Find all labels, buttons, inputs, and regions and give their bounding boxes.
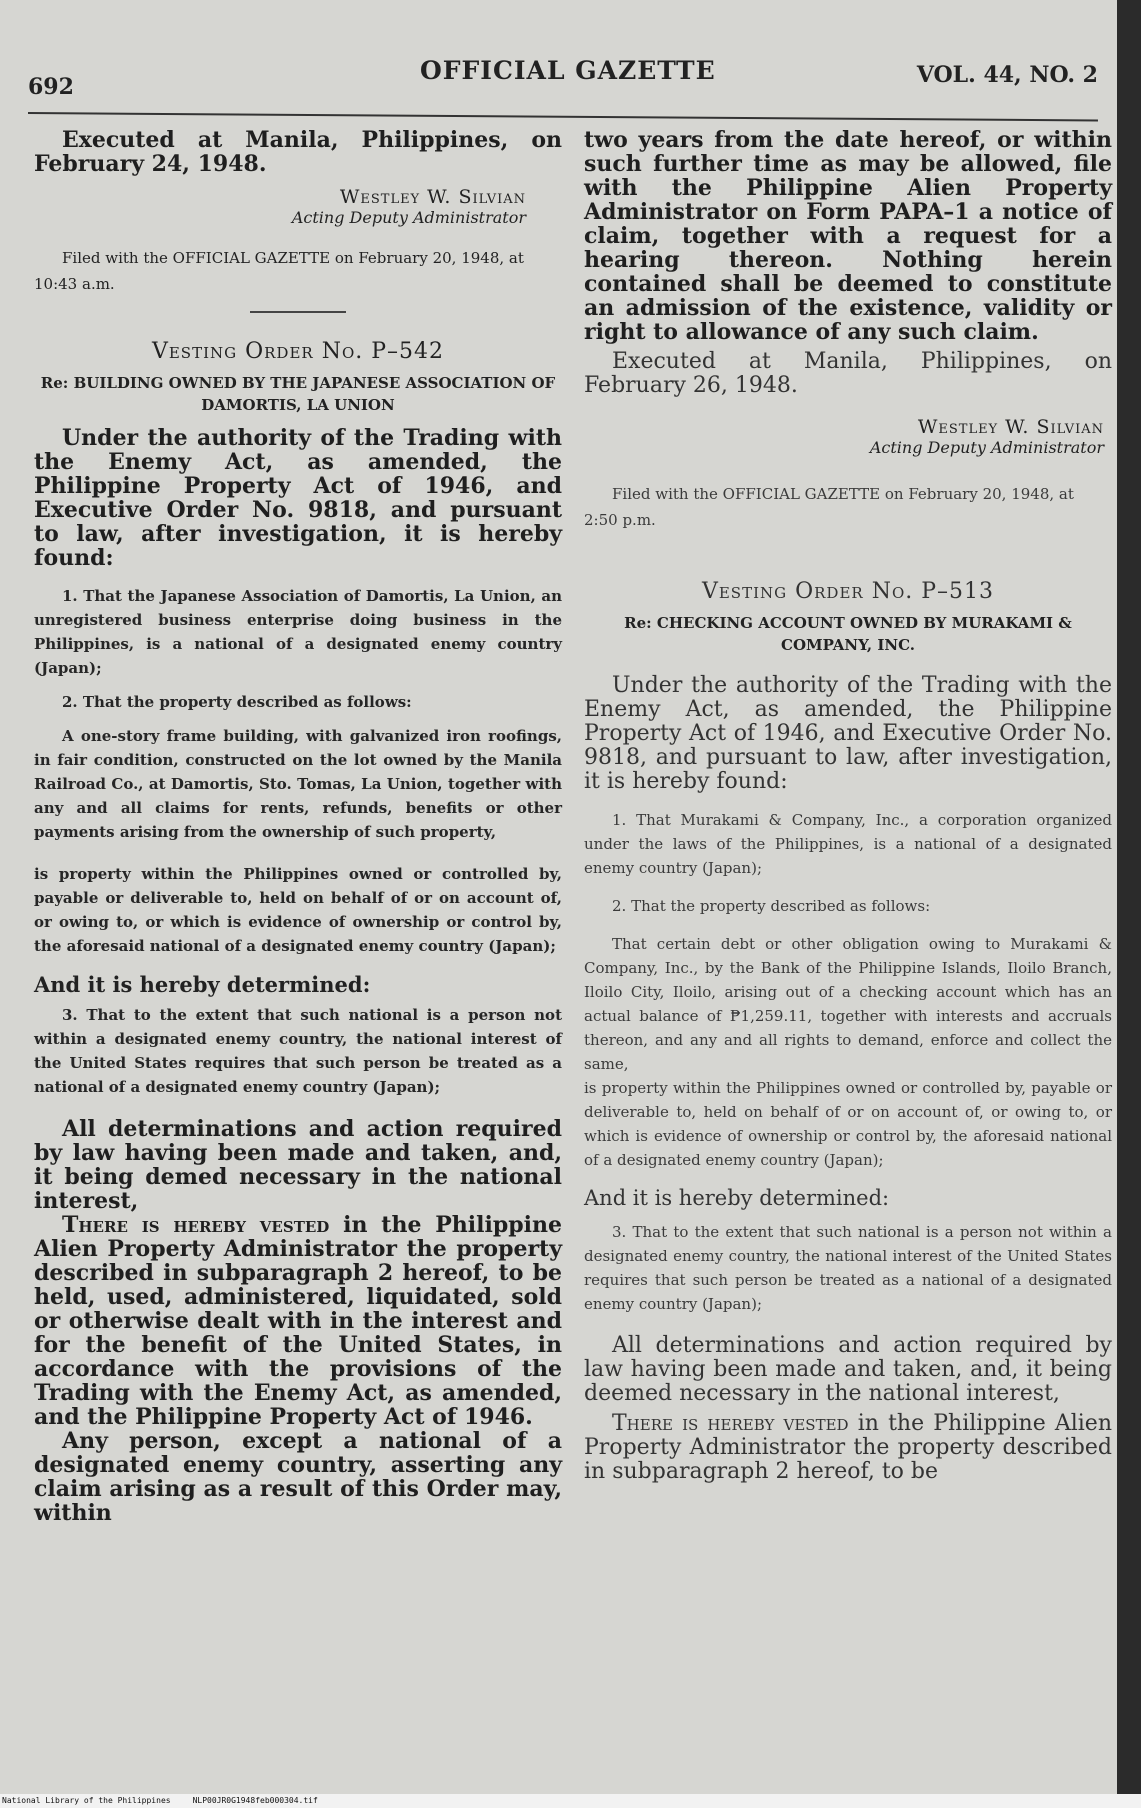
execution-line: Executed at Manila, Philippines, on February 24, 1948.: [34, 127, 562, 177]
volume-label: VOL. 44, NO. 2: [916, 62, 1098, 88]
header-rule: [28, 112, 1098, 121]
order-subject: Re: BUILDING OWNED BY THE JAPANESE ASSOCIATION OF DAMORTIS, LA UNION: [40, 374, 556, 414]
property-status: is property within the Philippines owned or controlled by, payable or deliverable to, held on behalf of or on account of, or owing to, or which is evidence of ownership or control by, the aforesaid national of a designated enemy country (Japan);: [34, 865, 562, 955]
filed-note: Filed with the OFFICIAL GAZETTE on February 20, 1948, at 2:50 p.m.: [584, 485, 1074, 529]
publication-title: OFFICIAL GAZETTE: [420, 56, 716, 85]
page-number: 692: [28, 74, 74, 100]
property-status: is property within the Philippines owned or controlled by, payable or deliverable to, held on behalf of or on account of, or owing to, or which is evidence of ownership or control by, the aforesaid national of a designated enemy country (Japan);: [584, 1079, 1112, 1169]
finding-2: 2. That the property described as follows:: [612, 897, 931, 915]
vesting-paragraph: [584, 1412, 1112, 1484]
signer-title: Acting Deputy Administrator: [291, 208, 526, 227]
signer-title: Acting Deputy Administrator: [869, 438, 1104, 457]
vesting-text: in the Philippine Alien Property Administrator the property described in subparagraph 2 hereof, to be held, used, administered, liquidated, sold or otherwise dealt with in the interest and for the benefit of the United States, in accordance with the provisions of the Trading with the Enemy Act, as amended, and the Philippine Property Act of 1946.: [34, 1212, 562, 1430]
left-column: [34, 128, 562, 1525]
signer-name: Westley W. Silvian: [917, 416, 1104, 438]
determinations-paragraph: All determinations and action required by law having been made and taken, and, it being demed necessary in the national interest,: [34, 1116, 562, 1214]
finding-1: 1. That Murakami & Company, Inc., a corporation organized under the laws of the Philippines, is a national of a designated enemy country (Japan);: [584, 811, 1112, 877]
claim-continuation: two years from the date hereof, or within such further time as may be allowed, file with the Philippine Alien Property Administrator on Form PAPA–1 a notice of claim, together with a request for a hearing thereon. Nothing herein contained shall be deemed to constitute an admission of the existence, validity or right to allowance of any such claim.: [584, 127, 1112, 345]
finding-3: 3. That to the extent that such national is a person not within a designated enemy country, the national interest of the United States requires that such person be treated as a national of a designated enemy country (Japan);: [584, 1223, 1112, 1313]
library-credit: National Library of the Philippines: [2, 1796, 171, 1805]
vesting-lead: There is hereby vested: [612, 1411, 849, 1436]
determinations-paragraph: All determinations and action required by law having been made and taken, and, it being deemed necessary in the national interest,: [584, 1333, 1112, 1406]
signer-name: Westley W. Silvian: [339, 186, 526, 208]
scan-footer: [0, 1794, 1141, 1808]
vesting-text: in the Philippine Alien Property Administrator the property described in subparagraph 2 hereof, to be: [584, 1411, 1113, 1484]
property-description: A one-story frame building, with galvanized iron roofings, in fair condition, constructed on the lot owned by the Manila Railroad Co., at Damortis, Sto. Tomas, La Union, together with any and all claims for rents, refunds, benefits or other payments arising from the ownership of such property,: [34, 727, 562, 841]
execution-line: Executed at Manila, Philippines, on February 26, 1948.: [584, 349, 1112, 398]
authority-paragraph: Under the authority of the Trading with the Enemy Act, as amended, the Philippine Property Act of 1946, and Executive Order No. 9818, and pursuant to law, after investigation, it is hereby found:: [584, 673, 1112, 794]
vesting-paragraph: [34, 1213, 562, 1429]
claim-paragraph: Any person, except a national of a designated enemy country, asserting any claim arising as a result of this Order may, within: [34, 1428, 562, 1526]
authority-paragraph: Under the authority of the Trading with the Enemy Act, as amended, the Philippine Property Act of 1946, and Executive Order No. 9818, and pursuant to law, after investigation, it is hereby found:: [34, 425, 562, 571]
page-header: [28, 52, 1098, 102]
scan-filename: NLP00JR0G1948feb000304.tif: [192, 1796, 318, 1805]
scan-edge: [1117, 0, 1141, 1808]
finding-1: 1. That the Japanese Association of Damortis, La Union, an unregistered business enterprise doing business in the Philippines, is a national of a designated enemy country (Japan);: [34, 587, 562, 677]
property-description: That certain debt or other obligation owing to Murakami & Company, Inc., by the Bank of the Philippine Islands, Iloilo Branch, Iloilo City, Iloilo, arising out of a checking account which has an actual balance of ₱1,259.11, together with interests and accruals thereon, and any and all rights to demand, enforce and collect the same,: [584, 935, 1112, 1073]
determination-heading: And it is hereby determined:: [584, 1186, 890, 1210]
vesting-lead: There is hereby vested: [62, 1212, 330, 1238]
vesting-order-title: Vesting Order No. P–513: [701, 579, 995, 604]
finding-2: 2. That the property described as follows:: [62, 693, 412, 711]
section-divider: [250, 311, 346, 313]
determination-heading: And it is hereby determined:: [34, 972, 371, 997]
filed-note: Filed with the OFFICIAL GAZETTE on February 20, 1948, at 10:43 a.m.: [34, 249, 524, 293]
right-column: [584, 128, 1112, 1484]
vesting-order-title: Vesting Order No. P–542: [151, 339, 445, 364]
order-subject: Re: CHECKING ACCOUNT OWNED BY MURAKAMI & COMPANY, INC.: [624, 614, 1072, 654]
finding-3: 3. That to the extent that such national is a person not within a designated enemy country, the national interest of the United States requires that such person be treated as a national of a designated enemy country (Japan);: [34, 1006, 562, 1096]
